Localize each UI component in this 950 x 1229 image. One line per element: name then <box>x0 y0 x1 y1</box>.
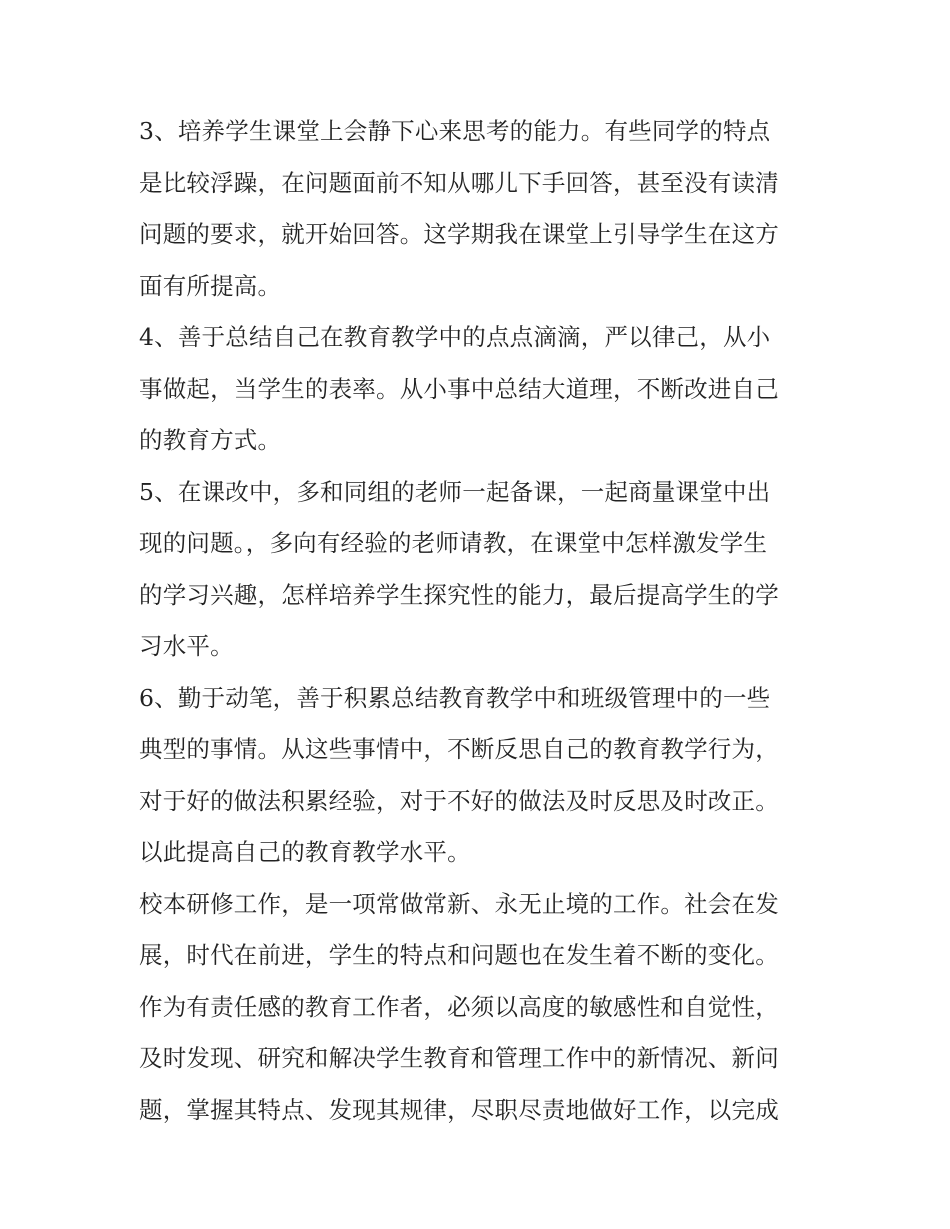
text-line: 面有所提高。 <box>139 271 282 300</box>
text-line: 3、培养学生课堂上会静下心来思考的能力。有些同学的特点 <box>139 117 771 145</box>
text-line: 习水平。 <box>139 632 234 660</box>
text-line: 5、在课改中，多和同组的老师一起备课，一起商量课堂中出 <box>139 477 771 506</box>
document-body <box>139 106 819 1136</box>
text-line: 的教育方式。 <box>139 426 282 454</box>
text-line: 是比较浮躁，在问题面前不知从哪儿下手回答，甚至没有读清 <box>139 168 779 197</box>
text-line: 6、勤于动笔，善于积累总结教育教学中和班级管理中的一些 <box>139 683 771 712</box>
text-line: 事做起，当学生的表率。从小事中总结大道理，不断改进自己 <box>139 374 779 403</box>
text-line: 的学习兴趣，怎样培养学生探究性的能力，最后提高学生的学 <box>139 580 779 609</box>
text-line: 对于好的做法积累经验，对于不好的做法及时反思及时改正。 <box>139 786 779 815</box>
text-line: 问题的要求，就开始回答。这学期我在课堂上引导学生在这方 <box>139 220 779 248</box>
text-line: 4、善于总结自己在教育教学中的点点滴滴，严以律己，从小 <box>139 323 771 351</box>
text-line: 典型的事情。从这些事情中，不断反思自己的教育教学行为， <box>139 735 779 763</box>
text-line: 展，时代在前进，学生的特点和问题也在发生着不断的变化。 <box>139 941 779 969</box>
text-line: 题，掌握其特点、发现其规律，尽职尽责地做好工作，以完成 <box>139 1095 779 1124</box>
text-line: 以此提高自己的教育教学水平。 <box>139 838 471 866</box>
text-line: 作为有责任感的教育工作者，必须以高度的敏感性和自觉性， <box>139 992 779 1021</box>
text-line: 及时发现、研究和解决学生教育和管理工作中的新情况、新问 <box>139 1044 779 1072</box>
text-line: 现的问题。，多向有经验的老师请教，在课堂中怎样激发学生 <box>139 529 768 557</box>
text-line: 校本研修工作，是一项常做常新、永无止境的工作。社会在发 <box>139 889 779 918</box>
